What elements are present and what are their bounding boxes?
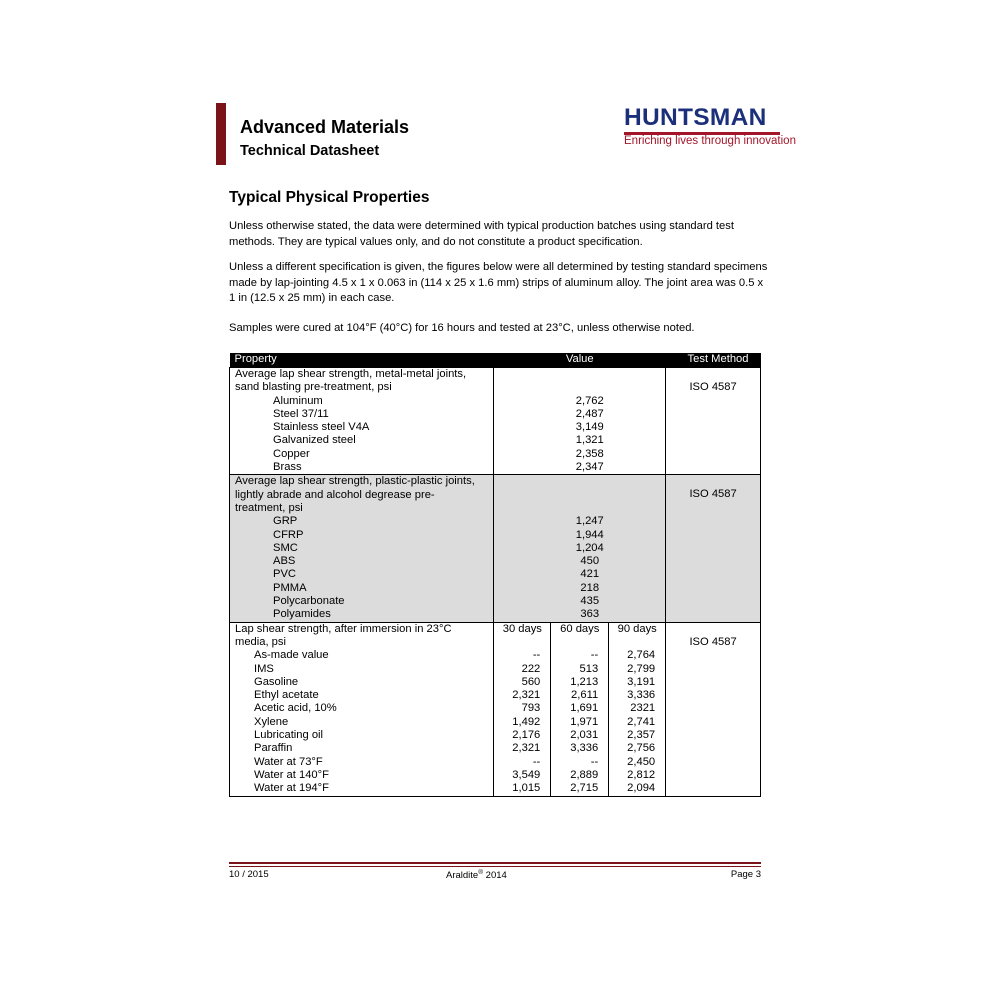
property-value: 1,944: [494, 529, 666, 542]
property-value: 2,358: [494, 448, 666, 461]
value-30-days: 3,549: [494, 769, 551, 782]
header-title: Advanced Materials: [240, 117, 410, 137]
footer-registered-mark: ®: [478, 869, 484, 876]
header-subtitle: Technical Datasheet: [240, 143, 380, 159]
value-90-days: 2,094: [609, 782, 666, 796]
test-method: ISO 4587: [666, 475, 761, 622]
immersion-medium: Xylene: [230, 716, 494, 729]
immersion-medium: Water at 140°F: [230, 769, 494, 782]
property-name: ABS: [230, 555, 494, 568]
value-30-days: 1,015: [494, 782, 551, 796]
value-60-days: 2,611: [551, 689, 609, 702]
value-30-days: 2,176: [494, 729, 551, 742]
property-name: Brass: [230, 461, 494, 475]
group-label-row: [230, 622, 761, 636]
value-30-days: 222: [494, 663, 551, 676]
property-value: 218: [494, 582, 666, 595]
property-name: Stainless steel V4A: [230, 421, 494, 434]
value-60-days: 1,691: [551, 702, 609, 715]
property-value: 1,204: [494, 542, 666, 555]
logo-wordmark: HUNTSMAN: [624, 104, 767, 131]
group-plastic-plastic: [230, 475, 761, 622]
footer-product-name: Araldite: [446, 870, 479, 882]
value-90-days: 2,812: [609, 769, 666, 782]
footer-page: Page 3: [730, 869, 761, 880]
value-90-days: 2,357: [609, 729, 666, 742]
footer-product-code: 2014: [483, 870, 507, 882]
value-30-days: --: [494, 756, 551, 769]
value-cell-empty: [609, 636, 666, 649]
value-90-days: 3,336: [609, 689, 666, 702]
value-60-days: 3,336: [551, 742, 609, 755]
value-90-days: 2,450: [609, 756, 666, 769]
value-60-days: --: [551, 756, 609, 769]
immersion-medium: Paraffin: [230, 742, 494, 755]
days-header: 90 days: [609, 622, 666, 636]
footer-date: 10 / 2015: [229, 869, 269, 880]
property-name: Steel 37/11: [230, 408, 494, 421]
value-cell-empty: [494, 489, 666, 502]
test-method: ISO 4587: [666, 368, 761, 475]
value-60-days: 2,031: [551, 729, 609, 742]
logo-tagline: Enriching lives through innovation: [624, 135, 796, 147]
property-name: PMMA: [230, 582, 494, 595]
group-label: treatment, psi: [230, 502, 494, 515]
footer-rule: [229, 862, 761, 864]
value-cell-empty: [494, 368, 666, 382]
property-value: 2,347: [494, 461, 666, 475]
value-30-days: --: [494, 649, 551, 662]
property-value: 2,762: [494, 395, 666, 408]
value-60-days: --: [551, 649, 609, 662]
value-60-days: 2,715: [551, 782, 609, 796]
paragraph-cure: Samples were cured at 104°F (40°C) for 16 hours and tested at 23°C, unless otherwise noted.: [229, 322, 695, 334]
group-label-row: [230, 475, 761, 489]
property-name: Aluminum: [230, 395, 494, 408]
properties-table: [229, 353, 761, 797]
section-title: Typical Physical Properties: [229, 189, 430, 206]
value-cell-empty: [551, 636, 609, 649]
header-test-method: Test Method: [666, 353, 761, 368]
value-90-days: 2321: [609, 702, 666, 715]
group-label: Average lap shear strength, metal-metal joints,: [230, 368, 494, 382]
days-header: 30 days: [494, 622, 551, 636]
days-header: 60 days: [551, 622, 609, 636]
property-value: 3,149: [494, 421, 666, 434]
value-cell-empty: [494, 502, 666, 515]
property-value: 1,247: [494, 515, 666, 528]
group-immersion: [230, 622, 761, 796]
value-30-days: 793: [494, 702, 551, 715]
property-name: Polycarbonate: [230, 595, 494, 608]
property-value: 450: [494, 555, 666, 568]
footer-rule-thin: [229, 866, 761, 867]
property-value: 2,487: [494, 408, 666, 421]
test-method: ISO 4587: [666, 622, 761, 796]
value-30-days: 560: [494, 676, 551, 689]
property-name: Polyamides: [230, 608, 494, 622]
value-90-days: 2,741: [609, 716, 666, 729]
immersion-medium: IMS: [230, 663, 494, 676]
property-name: Copper: [230, 448, 494, 461]
group-label-row: [230, 368, 761, 382]
table-header-row: [230, 353, 761, 368]
group-label: lightly abrade and alcohol degrease pre-: [230, 489, 494, 502]
immersion-medium: Ethyl acetate: [230, 689, 494, 702]
property-name: PVC: [230, 568, 494, 581]
immersion-medium: Lubricating oil: [230, 729, 494, 742]
group-label: media, psi: [230, 636, 494, 649]
group-metal-metal: [230, 368, 761, 475]
value-90-days: 2,764: [609, 649, 666, 662]
header-accent-bar: [216, 103, 226, 165]
property-name: SMC: [230, 542, 494, 555]
property-value: 435: [494, 595, 666, 608]
value-90-days: 2,756: [609, 742, 666, 755]
group-label: Average lap shear strength, plastic-plastic joints,: [230, 475, 494, 489]
value-60-days: 1,971: [551, 716, 609, 729]
immersion-medium: Acetic acid, 10%: [230, 702, 494, 715]
paragraph-intro: Unless otherwise stated, the data were determined with typical production batches using standard test methods. They are typical values only, and do not constitute a product specification.: [229, 220, 734, 248]
header-value: Value: [494, 353, 666, 368]
property-value: 363: [494, 608, 666, 622]
property-name: GRP: [230, 515, 494, 528]
value-30-days: 2,321: [494, 742, 551, 755]
immersion-medium: As-made value: [230, 649, 494, 662]
value-cell-empty: [494, 475, 666, 489]
value-60-days: 513: [551, 663, 609, 676]
group-label: sand blasting pre-treatment, psi: [230, 381, 494, 394]
group-label: Lap shear strength, after immersion in 23°C: [230, 622, 494, 636]
value-90-days: 3,191: [609, 676, 666, 689]
footer-product: [446, 869, 507, 881]
value-90-days: 2,799: [609, 663, 666, 676]
property-value: 1,321: [494, 434, 666, 447]
value-cell-empty: [494, 381, 666, 394]
immersion-medium: Water at 194°F: [230, 782, 494, 796]
immersion-medium: Water at 73°F: [230, 756, 494, 769]
property-name: CFRP: [230, 529, 494, 542]
value-30-days: 1,492: [494, 716, 551, 729]
value-60-days: 2,889: [551, 769, 609, 782]
property-name: Galvanized steel: [230, 434, 494, 447]
paragraph-specimens: Unless a different specification is given, the figures below were all determined by testing standard specimens made by lap-jointing 4.5 x 1 x 0.063 in (114 x 25 x 1.6 mm) strips of aluminum alloy. The joint area was 0.5 x 1 in (12.5 x 25 mm) in each case.: [229, 261, 768, 304]
immersion-medium: Gasoline: [230, 676, 494, 689]
header-property: Property: [230, 353, 494, 368]
value-60-days: 1,213: [551, 676, 609, 689]
value-cell-empty: [494, 636, 551, 649]
value-30-days: 2,321: [494, 689, 551, 702]
property-value: 421: [494, 568, 666, 581]
